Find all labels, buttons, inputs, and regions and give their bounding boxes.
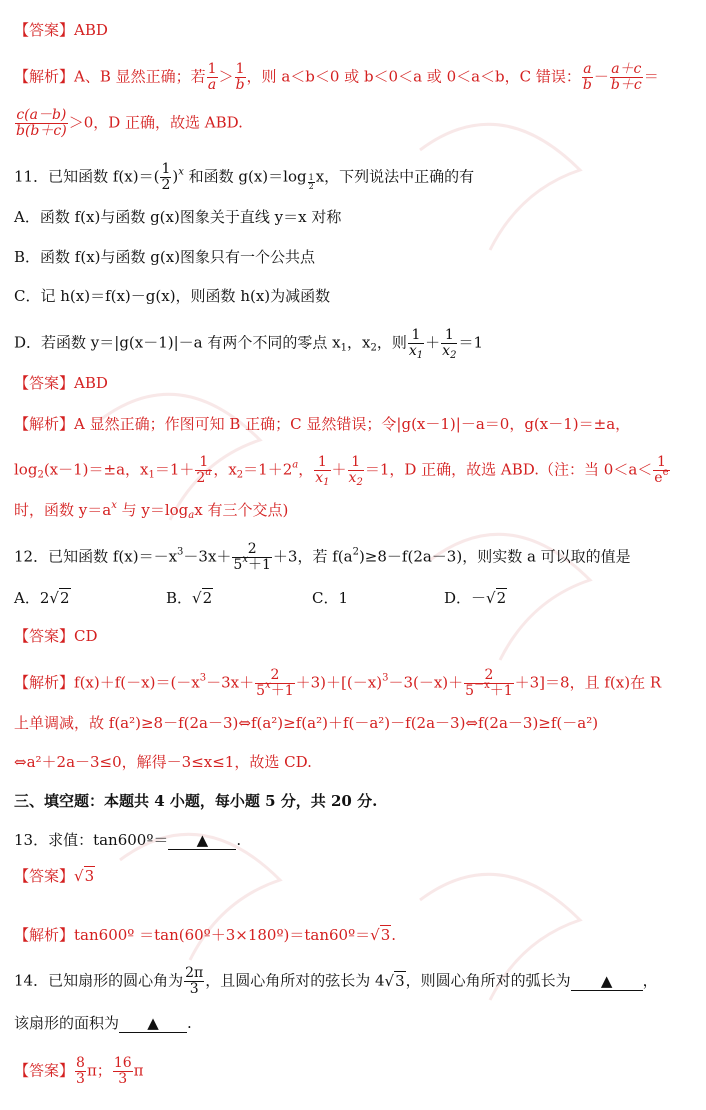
answer-tag: 【答案】 (14, 374, 75, 392)
q12-answer (14, 626, 98, 646)
analysis-text: －3(－x)＋ (388, 673, 464, 692)
fraction: $\frac{1}{e^e}$ (654, 454, 669, 486)
stem-text: )≥8－f(2a－3)，则实数 a 可以取的值是 (358, 547, 631, 566)
analysis-text: 时，函数 y＝a (14, 501, 112, 519)
analysis-tag: 【解析】 (14, 415, 75, 433)
analysis-text: ，x (213, 460, 237, 479)
stem-text: 13．求值：tan600º＝ (14, 831, 169, 849)
q12-option-b: B．√2 (166, 589, 213, 607)
q12-analysis-line3: ⇔a²＋2a－3≤0，解得－3≤x≤1，故选 CD. (14, 753, 312, 771)
stem-text: x，下列说法中正确的有 (315, 167, 475, 186)
q12-analysis-line1: 【解析】$f(x)+f(-x)=(-x^3-3x+$ $\frac{2}{5^x+1}$ $+3)+[(-x)^3-3(-x)+$ $\frac{2}{5^{-x}+1}$ ＋3]＝8，且 f(x)在 R (14, 667, 662, 699)
fraction: $\frac{1}{2}$ (161, 161, 171, 193)
q11-stem: 11．已知函数 f(x)＝( $\frac{1}{2}$ )$^x$ 和函数 g(x)＝log $_{\frac{1}{2}}$ x，下列说法中正确的有 (14, 161, 475, 193)
stem-text: ＋3，若 f(a (272, 547, 353, 566)
analysis-text: f(x)＋f(－x)＝(－x (74, 673, 200, 692)
minus: － (593, 67, 609, 86)
q10-analysis-line1 (14, 62, 659, 93)
fraction: $\frac{c(a-b)}{b(b+c)}$ (16, 107, 67, 139)
q11-analysis-line1 (14, 414, 630, 434)
analysis-text: ＋3]＝8，且 f(x)在 R (514, 673, 662, 692)
fraction: $\frac{1}{2^a}$ (196, 454, 212, 486)
stem-text: 14．已知扇形的圆心角为 (14, 971, 184, 990)
stem-text: 该扇形的面积为 (14, 1014, 120, 1032)
option-text: ＝1 (458, 333, 483, 352)
analysis-text: A 显然正确；作图可知 B 正确；C 显然错误；令|g(x－1)|－a＝0，g(x－1)＝±a， (74, 415, 631, 433)
fraction: $\frac{2\pi}{3}$ (185, 965, 204, 997)
q14-stem-line2: 该扇形的面积为 ▲ . (14, 1014, 192, 1032)
q12-stem: 12．已知函数 $f(x)=-x^3-3x+$ $\frac{2}{5^x+1}$ ＋3，若 $f(a^2)\ge 8-f(2a-3)$，则实数 a 可以取的值是 (14, 541, 631, 573)
fraction: $\frac{a+c}{b+c}$ (610, 61, 642, 93)
section-title: 三、填空题：本题共 4 小题，每小题 5 分，共 20 分. (14, 792, 378, 810)
q12-option-a: A．2√2 (14, 589, 70, 607)
q11-option-c: C．记 h(x)＝f(x)－g(x)，则函数 h(x)为减函数 (14, 287, 331, 305)
q11-analysis-line3: 时，函数 $y=a^x$ 与 $y=\log_ax$ 有三个交点) (14, 500, 289, 521)
analysis-text: log (14, 460, 38, 479)
option-text: ，x (347, 333, 371, 352)
fraction: $\frac{1}{x_2}$ (442, 327, 457, 361)
analysis-text: ， (298, 460, 314, 479)
q14-answer: 【答案】 $\frac{8}{3}$ π； $\frac{16}{3}$ π (14, 1055, 144, 1087)
analysis-text: ＝1＋ (154, 460, 195, 479)
analysis-text: －3x＋ (206, 673, 255, 692)
answer-tag: 【答案】 (14, 21, 75, 39)
fraction: $\frac{1}{x_1}$ (408, 327, 424, 361)
answer-blank[interactable]: ▲ (168, 831, 236, 850)
fraction: $\frac{1}{x_1}$ (315, 454, 330, 488)
q14-stem-line1: 14．已知扇形的圆心角为 $\frac{2\pi}{3}$ ，且圆心角所对的弦长为 4√3，则圆心角所对的弧长为 ▲ ， (14, 965, 658, 997)
q13-analysis: 【解析】tan600º ＝tan(60º＋3×180º)＝tan60º＝√3. (14, 926, 397, 944)
stem-text: －3x＋ (183, 547, 232, 566)
q11-option-a: A．函数 f(x)与函数 g(x)图象关于直线 y＝x 对称 (14, 208, 342, 226)
answer-tag: 【答案】 (14, 1061, 75, 1080)
q12-analysis-line2: 上单调减，故 f(a²)≥8－f(2a－3)⇔f(a²)≥f(a²)＋f(－a²)－f(2a－3)⇔f(2a－3)≥f(－a²) (14, 714, 599, 732)
q11-answer (14, 373, 108, 393)
stem-text: ) (172, 167, 179, 186)
area-blank[interactable]: ▲ (119, 1014, 187, 1033)
analysis-text: A、B 显然正确；若 (74, 67, 206, 86)
fraction: $\frac{1}{b}$ (235, 61, 245, 93)
q11-analysis-line2: $\log_2(x-1)=\pm a$，$x_1=1+$ $\frac{1}{2^a}$ ，$x_2=1+2^a$， $\frac{1}{x_1}$ ＋ $\frac{1}{x_2}$ ＝1，D 正确，故选 ABD.（注：当 0＜a＜ $\frac{1}{e^e}$ (14, 454, 669, 488)
option-text: ，则 (376, 333, 407, 352)
fraction: $\frac{1}{x_2}$ (348, 454, 363, 488)
q12-option-d: D．－√2 (444, 589, 507, 607)
answer-value: CD (74, 627, 98, 645)
answer-value: ABD (74, 374, 108, 392)
q11-option-b: B．函数 f(x)与函数 g(x)图象只有一个公共点 (14, 248, 316, 266)
arc-length-blank[interactable]: ▲ (571, 972, 643, 991)
q10-analysis-line2 (14, 108, 243, 139)
analysis-text: 与 y＝log (116, 501, 189, 519)
analysis-text: ＝1，D 正确，故选 ABD.（注：当 0＜a＜ (364, 460, 653, 479)
q10-answer (14, 20, 108, 40)
stem-text: 和函数 g(x)＝log (183, 167, 307, 186)
option-text: D．若函数 y＝|g(x－1)|－a 有两个不同的零点 x (14, 333, 341, 352)
fraction: $\frac{16}{3}$ (113, 1055, 132, 1087)
analysis-text: ＝1＋2 (243, 460, 293, 479)
analysis-text: x 有三个交点) (194, 501, 289, 519)
answer-value: ABD (74, 21, 108, 39)
fraction: $\frac{2}{5^{-x}+1}$ (465, 667, 513, 699)
stem-text: ，则圆心角所对的弧长为 (405, 971, 571, 990)
plus: ＋ (425, 333, 441, 352)
fraction: $\frac{a}{b}$ (582, 61, 592, 93)
answer-tag: 【答案】 (14, 627, 75, 645)
q13-answer (14, 866, 95, 886)
q13-stem: 13．求值：tan600º＝ ▲ . (14, 831, 242, 849)
stem-text: 11．已知函数 f(x)＝( (14, 167, 160, 186)
analysis-tag: 【解析】 (14, 926, 75, 944)
eq: ＝ (643, 67, 659, 86)
log-base: 1 2 (308, 172, 314, 191)
answer-tag: 【答案】 (14, 867, 75, 885)
fraction: $\frac{8}{3}$ (76, 1055, 85, 1087)
stem-text: ，且圆心角所对的弦长为 4 (205, 971, 385, 990)
analysis-text: tan600º ＝tan(60º＋3×180º)＝tan60º＝ (74, 926, 371, 944)
analysis-tag: 【解析】 (14, 673, 75, 692)
analysis-text: ＞0，D 正确，故选 ABD. (68, 113, 243, 132)
fraction: $\frac{2}{5^x+1}$ (233, 541, 271, 573)
fraction: $\frac{1}{a}$ (207, 61, 217, 93)
gt: ＞ (218, 67, 234, 86)
q11-option-d: D．若函数 y＝|g(x－1)|－a 有两个不同的零点 $x_1$，$x_2$，则 $\frac{1}{x_1}$ ＋ $\frac{1}{x_2}$ ＝1 (14, 327, 483, 361)
analysis-text: ，则 a＜b＜0 或 b＜0＜a 或 0＜a＜b，C 错误： (246, 67, 581, 86)
q12-option-c: C．1 (312, 589, 349, 607)
analysis-text: (x－1)＝±a，x (43, 460, 149, 479)
answer-value: √3 (74, 867, 95, 885)
plus: ＋ (331, 460, 347, 479)
analysis-text: ＋3)＋[(－x) (295, 673, 383, 692)
fraction: $\frac{2}{5^x+1}$ (256, 667, 294, 699)
analysis-tag: 【解析】 (14, 67, 75, 86)
stem-text: 12．已知函数 f(x)＝－x (14, 547, 178, 566)
